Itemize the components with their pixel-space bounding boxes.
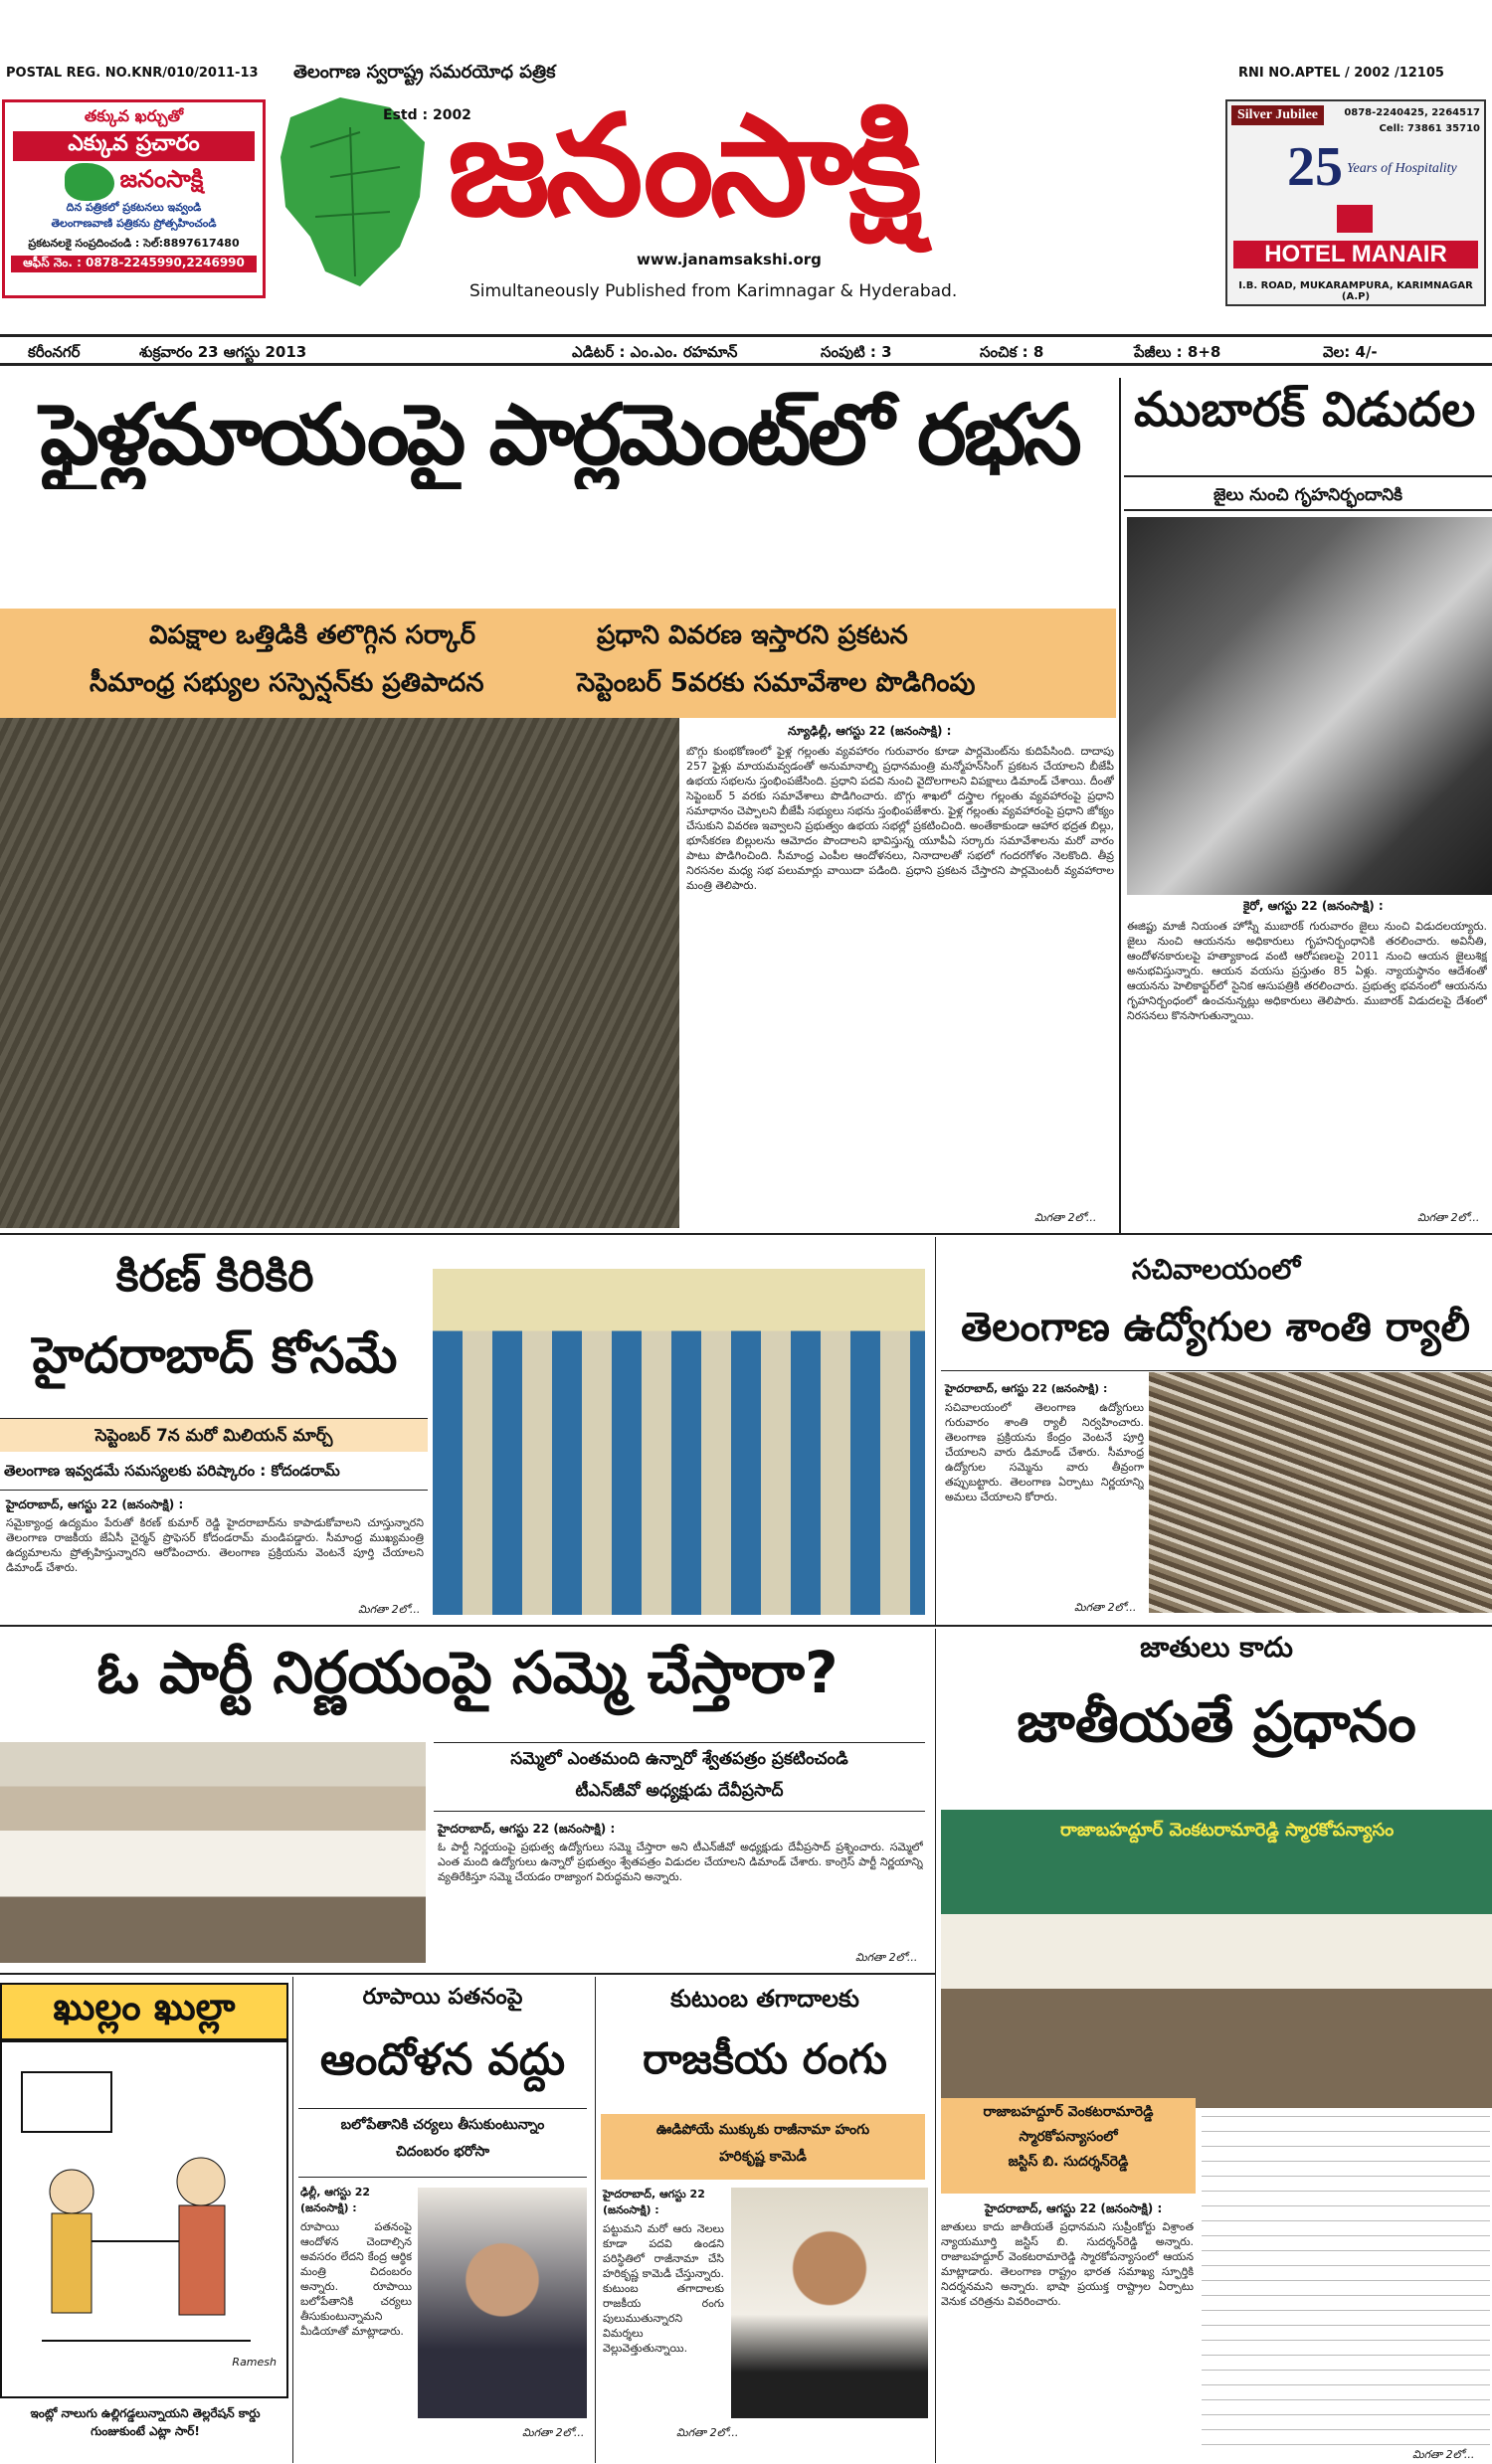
rally-rule bbox=[941, 1370, 1492, 1371]
dateline-city: కరీంనగర్ bbox=[28, 343, 81, 361]
right-ad-phone2: Cell: 73861 35710 bbox=[1379, 123, 1480, 134]
kiran-body: సమైక్యాంధ్ర ఉద్యమం పేరుతో కిరణ్ కుమార్ రెడ్డి హైదరాబాద్‌ను కాపాడుకోవాలని చూస్తున్నారని తెలంగాణ రాజకీయ జేఏసీ చైర్మన్ ప్రొఫెసర్ కోదండరామ్ మండిపడ్డారు. సీమాంధ్ర ముఖ్యమంత్రి ఉద్యమాలను ప్రోత్సహిస్తున్నారని ఆరోపించారు. తెలంగాణ ప్రక్రియను వెంటనే పూర్తి చేయాలని డిమాండ్ చేశారు. bbox=[6, 1516, 424, 1574]
strike-sub-box bbox=[434, 1742, 925, 1812]
rupee-body: రూపాయి పతనంపై ఆందోళన చెందాల్సిన అవసరం లేదని కేంద్ర ఆర్థిక మంత్రి చిదంబరం అన్నారు. రూపాయి బలోపేతానికి చర్యలు తీసుకుంటున్నామని మీడియాతో మాట్లాడారు. bbox=[300, 2220, 412, 2338]
left-ad-box bbox=[2, 99, 266, 298]
family-more: మిగతా 2లో... bbox=[676, 2426, 739, 2439]
kiran-dateline: హైదరాబాద్, ఆగస్టు 22 (జనంసాక్షి) : bbox=[6, 1497, 184, 1511]
rupee-kicker: రూపాయి పతనంపై bbox=[362, 1985, 523, 2010]
cartoon-sketch bbox=[2, 2042, 286, 2396]
website: www.janamsakshi.org bbox=[637, 251, 822, 268]
left-ad-desc2: తెలంగాణవాణి పత్రికను ప్రోత్సహించండి bbox=[51, 217, 217, 230]
left-ad-line2: ఎక్కువ ప్రచారం bbox=[13, 131, 255, 161]
cartoon-drawing bbox=[0, 2040, 288, 2398]
rupee-sub1: బలోపేతానికి చర్యలు తీసుకుంటున్నాం bbox=[340, 2117, 545, 2133]
rally-more: మిగతా 2లో... bbox=[1074, 1601, 1137, 1614]
kiran-sub-band bbox=[0, 1418, 428, 1452]
caste-more: మిగతా 2లో... bbox=[1412, 2448, 1474, 2464]
caste-caption-box bbox=[941, 2098, 1196, 2194]
left-ad-line1: తక్కువ ఖర్చుతో bbox=[84, 106, 184, 125]
dateline-editor: ఎడిటర్ : ఎం.ఎం. రహమాన్ bbox=[572, 343, 738, 361]
rally-photo bbox=[1149, 1372, 1492, 1613]
dateline-price: వెల: 4/- bbox=[1323, 343, 1378, 361]
caste-body-col2 bbox=[1202, 2112, 1490, 2450]
lead-deck-2b: సెప్టెంబర్ 5వరకు సమావేశాల పొడిగింపు bbox=[577, 668, 976, 698]
rally-dateline: హైదరాబాద్, ఆగస్టు 22 (జనంసాక్షి) : bbox=[945, 1382, 1108, 1395]
right-ad-years-text: Years of Hospitality bbox=[1347, 161, 1457, 176]
lead-headline: ఫైళ్లమాయంపై పార్లమెంట్‌లో రభస bbox=[40, 386, 1079, 483]
horizontal-rule-2 bbox=[0, 1625, 1492, 1627]
rupee-sub2: చిదంబరం భరోసా bbox=[395, 2144, 490, 2160]
cartoon-caption: ఇంట్లో నాలుగు ఉల్లిగడ్డలున్నాయని తెల్లరేషన్ కార్డు గుంజుకుంటే ఎట్లా సార్! bbox=[30, 2406, 261, 2438]
telangana-map-icon bbox=[65, 163, 114, 201]
strike-photo bbox=[0, 1742, 426, 1963]
right-ad-phone1: 0878-2240425, 2264517 bbox=[1344, 107, 1480, 118]
newspaper-title: జనంసాక్షి bbox=[448, 86, 919, 248]
lead-body: బొగ్గు కుంభకోణంలో ఫైళ్ల గల్లంతు వ్యవహారం గురువారం కూడా పార్లమెంట్‌ను కుదిపేసింది. దాదాపు 257 ఫైళ్లు మాయమవ్వడంతో అనుమానాల్ని ప్రధానమంత్రి మన్మోహన్‌సింగ్ ప్రకటన చేయాలని బీజేపీ ఉభయ సభలను స్తంభింపజేసింది. ప్రధాని పదవి నుంచి వైదొలగాలని విపక్షాలు డిమాండ్ చేశాయి. దీంతో సెప్టెంబర్ 5 వరకు సమావేశాలు పొడిగించారు. బొగ్గు శాఖలో దస్త్రాల గల్లంతు వ్యవహారంపై ప్రధాని సమాధానం చెప్పాలని బీజేపీ సభ్యులు సభను స్తంభింపజేశారు. ఫైళ్ల గల్లంతు వ్యవహారంపై ప్రధాని జోక్యం చేసుకుని వివరణ ఇవ్వాలని ప్రభుత్వం ఉభయ సభల్లో ప్రకటించింది. అంతేకాకుండా ఆహార భద్రత బిల్లు, భూసేకరణ బిల్లులను ఆమోదం పొందాలని భావిస్తున్న యూపీఏ సర్కారు సమావేశాలను మరో వారం పాటు పొడిగించింది. సీమాంధ్ర ఎంపీల ఆందోళనలు, నినాదాలతో సభలో గందరగోళం నెలకొంది. తీవ్ర నిరసనల మధ్య సభ పలుమార్లు వాయిదా పడింది. ప్రధాని ప్రకటన చేస్తారని పార్లమెంటరీ వ్యవహారాల మంత్రి తెలిపారు. bbox=[686, 745, 1114, 892]
strike-headline: ఓ పార్టీ నిర్ణయంపై సమ్మె చేస్తారా? bbox=[96, 1639, 839, 1706]
family-kicker: కుటుంబ తగాదాలకు bbox=[670, 1985, 859, 2013]
right-ad-years: 25 bbox=[1287, 136, 1343, 198]
caste-caption1: రాజాబహద్దూర్ వెంకటరామారెడ్డి bbox=[983, 2104, 1154, 2120]
caste-photo bbox=[941, 1810, 1492, 2108]
caste-caption3: జస్టిస్ బి. సుదర్శన్‌రెడ్డి bbox=[1008, 2154, 1129, 2170]
caste-body: జాతులు కాదు జాతీయతే ప్రధానమని సుప్రీంకోర్టు విశ్రాంత న్యాయమూర్తి జస్టిస్ బి. సుదర్శన్‌రెడ్డి అన్నారు. రాజాబహద్దూర్ వెంకటరామారెడ్డి స్మారకోపన్యాసంలో ఆయన మాట్లాడారు. తెలంగాణ రాష్ట్రం భారత సమాఖ్య స్ఫూర్తికి నిదర్శనమని అన్నారు. భాషా ప్రయుక్త రాష్ట్రాల ఏర్పాటు వెనుక చరిత్రను వివరించారు. bbox=[941, 2220, 1194, 2308]
column-rule-5 bbox=[595, 1977, 596, 2463]
mubarak-dateline: కైరో, ఆగస్టు 22 (జనంసాక్షి) : bbox=[1243, 899, 1384, 913]
hotel-logo-icon bbox=[1337, 205, 1373, 233]
rally-headline: తెలంగాణ ఉద్యోగుల శాంతి ర్యాలీ bbox=[961, 1305, 1470, 1350]
family-sub2: హరికృష్ణ కామెడీ bbox=[719, 2149, 807, 2165]
kiran-more: మిగతా 2లో... bbox=[358, 1603, 421, 1616]
caste-headline: జాతీయతే ప్రధానం bbox=[1017, 1690, 1416, 1755]
family-sub-box bbox=[601, 2114, 925, 2180]
kiran-sub1: సెప్టెంబర్ 7న మరో మిలియన్ మార్చ్ bbox=[94, 1426, 333, 1446]
left-ad-office: ఆఫీస్ నెం. : 0878-2245990,2246990 bbox=[11, 256, 257, 272]
estd-label: Estd : 2002 bbox=[383, 107, 471, 123]
strike-dateline: హైదరాబాద్, ఆగస్టు 22 (జనంసాక్షి) : bbox=[438, 1822, 616, 1836]
kiran-sub-rule bbox=[0, 1490, 428, 1491]
lead-dateline: న్యూఢిల్లీ, ఆగస్టు 22 (జనంసాక్షి) : bbox=[788, 724, 952, 738]
lead-more: మిగతా 2లో... bbox=[1034, 1211, 1097, 1224]
left-ad-contact: ప్రకటనలకై సంప్రదించండి : సెల్:8897617480 bbox=[28, 237, 240, 250]
dateline-pages: పేజీలు : 8+8 bbox=[1134, 343, 1221, 361]
mubarak-more: మిగతా 2లో... bbox=[1417, 1211, 1480, 1224]
strike-body: ఓ పార్టీ నిర్ణయంపై ప్రభుత్వ ఉద్యోగులు సమ్మె చేస్తారా అని టీఎన్‌జీవో అధ్యక్షుడు దేవీప్రసాద్ ప్రశ్నించారు. సమ్మెలో ఎంత మంది ఉద్యోగులు ఉన్నారో ప్రభుత్వం శ్వేతపత్రం విడుదల చేయాలని డిమాండ్ చేశారు. కాంగ్రెస్ పార్టీ నిర్ణయాన్ని వ్యతిరేకిస్తూ సమ్మె చేయడం రాజ్యాంగ విరుద్ధమని అన్నారు. bbox=[438, 1841, 923, 1883]
mubarak-sub: జైలు నుంచి గృహనిర్భందానికి bbox=[1124, 475, 1492, 511]
rally-body: సచివాలయంలో తెలంగాణ ఉద్యోగులు గురువారం శాంతి ర్యాలీ నిర్వహించారు. తెలంగాణ ప్రక్రియను కేంద్రం వెంటనే పూర్తి చేయాలని వారు డిమాండ్ చేశారు. సీమాంధ్ర ఉద్యోగుల సమ్మెను వారు తీవ్రంగా తప్పుబట్టారు. తెలంగాణ ఏర్పాటు నిర్ణయాన్ని అమలు చేయాలని కోరారు. bbox=[945, 1401, 1144, 1503]
rupee-dateline: ఢిల్లీ, ఆగస్టు 22 (జనంసాక్షి) : bbox=[300, 2186, 371, 2214]
dateline-issue: సంచిక : 8 bbox=[980, 343, 1044, 361]
lead-deck-1b: ప్రధాని వివరణ ఇస్తారని ప్రకటన bbox=[597, 620, 908, 650]
strike-sub1: సమ్మెలో ఎంతమంది ఉన్నారో శ్వేతపత్రం ప్రకటించండి bbox=[510, 1749, 848, 1769]
masthead-tagline: తెలంగాణ స్వరాష్ట్ర సమరయోధ పత్రిక bbox=[293, 62, 556, 83]
kiran-headline-2: హైదరాబాద్ కోసమే bbox=[32, 1326, 398, 1384]
family-headline: రాజకీయ రంగు bbox=[643, 2034, 887, 2083]
family-sub1: ఊడిపోయే ముక్కుకు రాజీనామా హంగు bbox=[655, 2122, 870, 2138]
strike-more: మిగతా 2లో... bbox=[855, 1951, 918, 1964]
simultaneous-line: Simultaneously Published from Karimnagar & Hyderabad. bbox=[469, 281, 958, 301]
horizontal-rule-1 bbox=[0, 1233, 1492, 1235]
kiran-sub2: తెలంగాణ ఇవ్వడమే సమస్యలకు పరిష్కారం : కోదండరామ్ bbox=[4, 1462, 340, 1480]
dateline-volume: సంపుటి : 3 bbox=[821, 343, 892, 361]
rupee-sub-box bbox=[298, 2108, 587, 2178]
cartoon-signature: Ramesh bbox=[232, 2356, 277, 2369]
rni-number: RNI NO.APTEL / 2002 /12105 bbox=[1238, 66, 1444, 81]
mubarak-body: ఈజిప్టు మాజీ నియంత హోస్నీ ముబారక్ గురువారం జైలు నుంచి విడుదలయ్యారు. జైలు నుంచి ఆయనను అధికారులు గృహనిర్బంధానికి తరలించారు. అవినీతి, ఆందోళనకారులపై హత్యాకాండ వంటి ఆరోపణలపై 2011 నుంచి ఆయన జైలుశిక్ష అనుభవిస్తున్నారు. ఆయన వయసు ప్రస్తుతం 85 ఏళ్లు. న్యాయస్థానం ఆదేశంతో ఆయనను హెలికాప్టర్‌లో సైనిక ఆసుపత్రికి తరలించారు. ప్రభుత్వ భవనంలో ఆయనను గృహనిర్బంధంలో ఉంచనున్నట్లు అధికారులు తెలిపారు. ముబారక్ విడుదలపై దేశంలో నిరసనలు కొనసాగుతున్నాయి. bbox=[1127, 920, 1487, 1022]
mubarak-headline: ముబారక్ విడుదల bbox=[1134, 382, 1476, 438]
right-ad-hotel: HOTEL MANAIR bbox=[1233, 241, 1478, 268]
left-ad-desc1: దిన పత్రికలో ప్రకటనలు ఇవ్వండి bbox=[66, 201, 202, 214]
right-ad-box bbox=[1225, 99, 1486, 306]
mubarak-photo bbox=[1127, 517, 1492, 895]
caste-dateline: హైదరాబాద్, ఆగస్టు 22 (జనంసాక్షి) : bbox=[985, 2201, 1163, 2215]
parliament-photo bbox=[0, 718, 679, 1228]
caste-caption2: స్మారకోపన్యాసంలో bbox=[1019, 2129, 1118, 2145]
postal-reg: POSTAL REG. NO.KNR/010/2011-13 bbox=[6, 66, 259, 81]
horizontal-rule-3 bbox=[0, 1973, 935, 1975]
right-ad-jubilee: Silver Jubilee bbox=[1231, 105, 1324, 125]
dateline-strip bbox=[0, 334, 1492, 366]
rupee-more: మిగతా 2లో... bbox=[522, 2426, 585, 2439]
caste-banner: రాజాబహద్దూర్ వెంకటరామారెడ్డి స్మారకోపన్యాసం bbox=[1060, 1820, 1395, 1841]
rupee-headline: ఆందోళన వద్దు bbox=[319, 2034, 566, 2085]
cartoon-title: ఖుల్లం ఖుల్లా bbox=[0, 1983, 288, 2040]
dateline-date: శుక్రవారం 23 ఆగస్టు 2013 bbox=[139, 343, 307, 361]
column-rule-2 bbox=[935, 1237, 936, 1625]
harikrishna-photo bbox=[731, 2188, 928, 2418]
kiran-headline-1: కిరణ్ కిరికిరి bbox=[115, 1251, 314, 1302]
family-dateline: హైదరాబాద్, ఆగస్టు 22 (జనంసాక్షి) : bbox=[603, 2188, 705, 2216]
column-rule-4 bbox=[292, 1977, 293, 2463]
chidambaram-photo bbox=[418, 2188, 587, 2418]
left-ad-brand: జనంసాక్షి bbox=[119, 165, 204, 193]
right-ad-address: I.B. ROAD, MUKARAMPURA, KARIMNAGAR (A.P) bbox=[1238, 280, 1473, 302]
column-rule-3 bbox=[935, 1629, 936, 2463]
jac-photo bbox=[433, 1269, 925, 1615]
lead-deck-band bbox=[0, 609, 1116, 718]
lead-deck-1a: విపక్షాల ఒత్తిడికి తలొగ్గిన సర్కార్ bbox=[149, 620, 476, 650]
family-body: పట్టుమని మరో ఆరు నెలలు కూడా పదవి ఉండని పరిస్థితిలో రాజీనామా చేసి హరికృష్ణ కామెడీ చేస్తున్నారు. కుటుంబ తగాదాలకు రాజకీయ రంగు పులుముతున్నారని విమర్శలు వెల్లువెత్తుతున్నాయి. bbox=[603, 2222, 724, 2355]
caste-kicker: జాతులు కాదు bbox=[1140, 1631, 1293, 1664]
rally-kicker: సచివాలయంలో bbox=[1131, 1253, 1301, 1286]
strike-sub2: టీఎన్‌జీవో అధ్యక్షుడు దేవీప్రసాద్ bbox=[575, 1781, 784, 1801]
column-rule bbox=[1119, 378, 1121, 1233]
lead-deck-2a: సీమాంధ్ర సభ్యుల సస్పెన్షన్‌కు ప్రతిపాదన bbox=[90, 668, 484, 698]
